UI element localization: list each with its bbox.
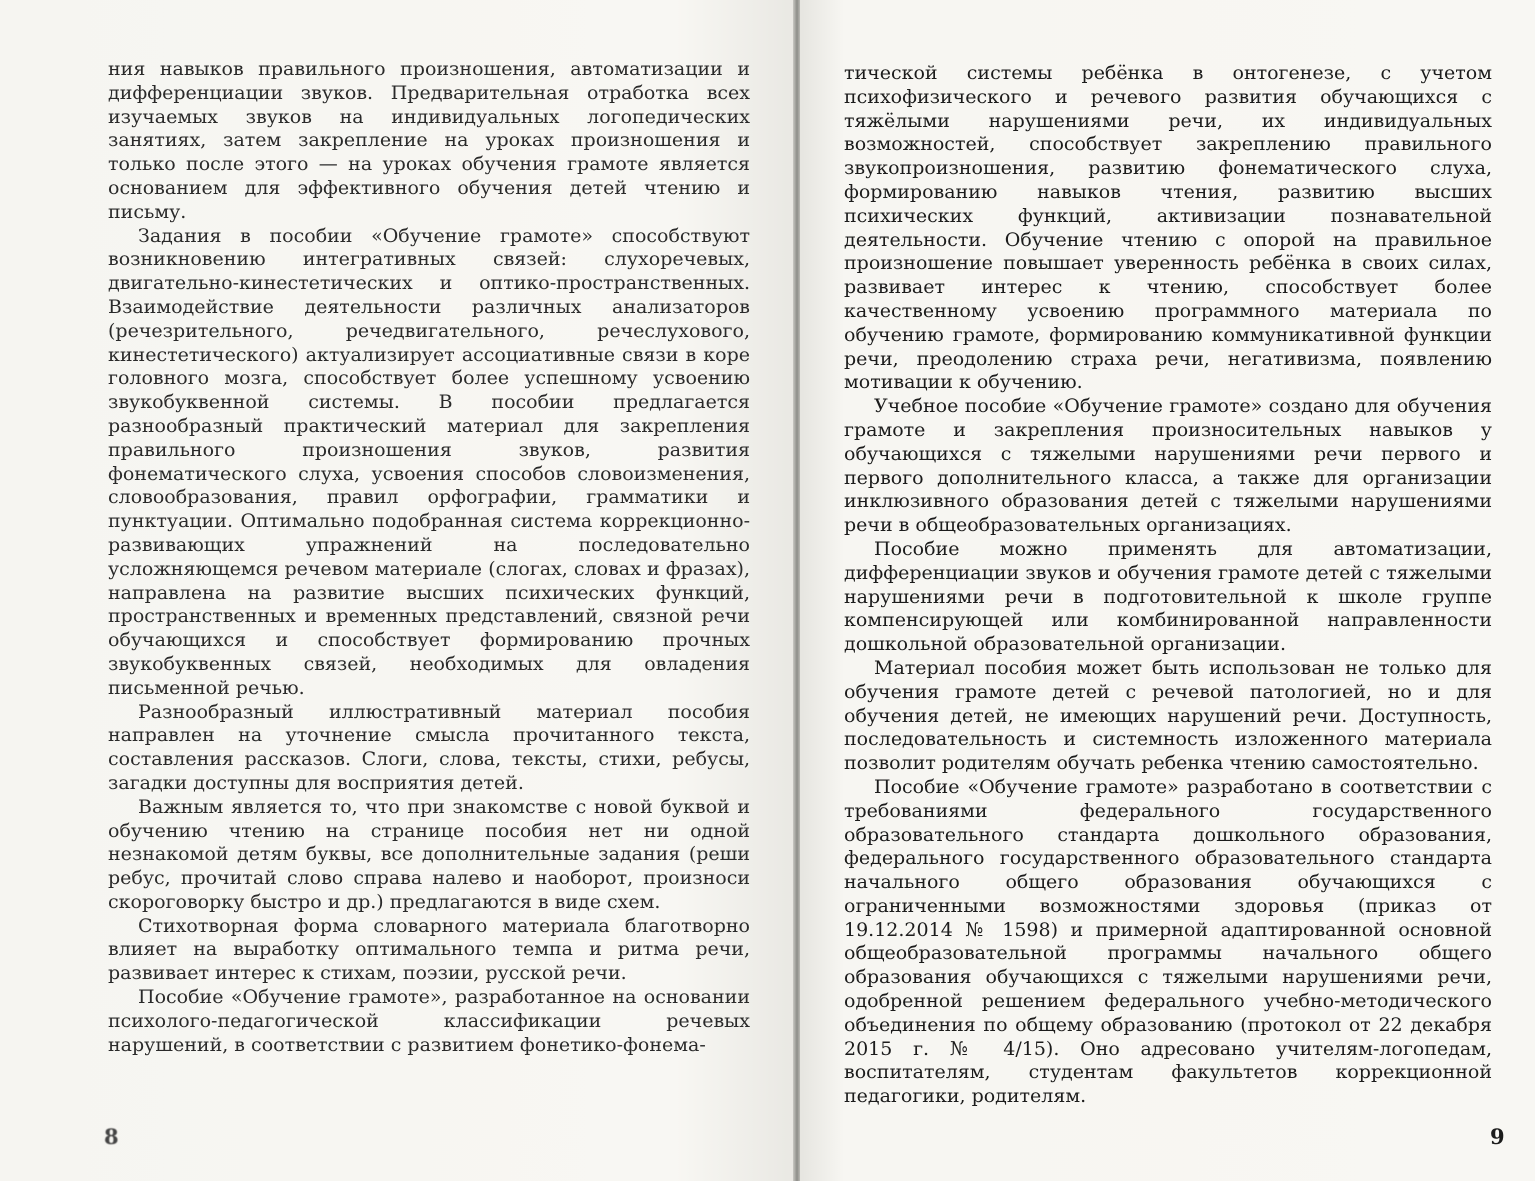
paragraph: Учебное пособие «Обучение грамоте» создано для обучения грамоте и закрепления произносительных навыков у обучающихся с тяжелыми нарушениями речи первого и первого дополнительного класса, а также для организации инклюзивного образования детей с тяжелыми нарушениями речи в общеобразовательных организациях. [844,395,1492,537]
paragraph: Стихотворная форма словарного материала благотворно влияет на выработку оптимального темпа и ритма речи, развивает интерес к стихам, поэзии, русской речи. [108,914,750,985]
right-page [800,0,1535,1181]
paragraph: Материал пособия может быть использован не только для обучения грамоте детей с речевой патологией, но и для обучения детей, не имеющих нарушений речи. Доступность, последовательность и системность изложенного материала позволит родителям обучать ребенка чтению самостоятельно. [844,656,1492,775]
paragraph: Разнообразный иллюстративный материал пособия направлен на уточнение смысла прочитанного текста, составления рассказов. Слоги, слова, тексты, стихи, ребусы, загадки доступны для восприятия детей. [108,700,750,794]
paragraph: тической системы ребёнка в онтогенезе, с учетом психофизического и речевого развития обучающихся с тяжёлыми нарушениями речи, их индивидуальных возможностей, способствует закреплению правильного звукопроизношения, развитию фонематического слуха, формированию навыков чтения, развитию высших психических функций, активизации познавательной деятельности. Обучение чтению с опорой на правильное произношение повышает уверенность ребёнка в своих силах, развивает интерес к чтению, способствует более качественному усвоению программного материала по обучению грамоте, формированию коммуникативной функции речи, преодолению страха речи, негативизма, появлению мотивации к обучению. [844,62,1492,394]
left-page-text [108,58,750,1057]
paragraph: Пособие можно применять для автоматизации, дифференциации звуков и обучения грамоте детей с тяжелыми нарушениями речи в подготовительной к школе группе компенсирующей или комбинированной направленности дошкольной образовательной организации. [844,537,1492,656]
paragraph: Важным является то, что при знакомстве с новой буквой и обучению чтению на странице пособия нет ни одной незнакомой детям буквы, все дополнительные задания (реши ребус, прочитай слово справа налево и наоборот, произноси скороговорку быстро и др.) предлагаются в виде схем. [108,795,750,913]
right-page-text [844,62,1492,1109]
paragraph: Пособие «Обучение грамоте», разработанное на основании психолого-педагогической классификации речевых нарушений, в соответствии с развитием фонетико-фонема- [108,986,750,1056]
page-number-right: 9 [1490,1124,1505,1149]
page-number-left: 8 [104,1124,119,1149]
paragraph: Задания в пособии «Обучение грамоте» способствуют возникновению интегративных связей: слухоречевых, двигательно-кинестетических и оптико-пространственных. Взаимодействие деятельности различных анализаторов (речезрительного, речедвигательного, речеслухового, кинестетического) актуализирует ассоциативные связи в коре головного мозга, способствует более успешному усвоению звукобуквенной системы. В пособии предлагается разнообразный практический материал для закрепления правильного произношения звуков, развития фонематического слуха, усвоения способов словоизменения, словообразования, правил орфографии, грамматики и пунктуации. Оптимально подобранная система коррекционно-развивающих упражнений на последовательно усложняющемся речевом материале (слогах, словах и фразах), направлена на развитие высших психических функций, пространственных и временных представлений, связной речи обучающихся и способствует формированию прочных звукобуквенных связей, необходимых для овладения письменной речью. [108,224,750,699]
paragraph: Пособие «Обучение грамоте» разработано в соответствии с требованиями федерального государственного образовательного стандарта дошкольного образования, федерального государственного образовательного стандарта начального общего образования обучающихся с ограниченными возможностями здоровья (приказ от 19.12.2014 № 1598) и примерной адаптированной основной общеобразовательной программы начального общего образования обучающихся с тяжелыми нарушениями речи, одобренной решением федерального учебно-методического объединения по общему образованию (протокол от 22 декабря 2015 г. № 4/15). Оно адресовано учителям-логопедам, воспитателям, студентам факультетов коррекционной педагогики, родителям. [844,775,1492,1108]
paragraph: ния навыков правильного произношения, автоматизации и дифференциации звуков. Предварительная отработка всех изучаемых звуков на индивидуальных логопедических занятиях, затем закрепление на уроках произношения и только после этого — на уроках обучения грамоте является основанием для эффективного обучения детей чтению и письму. [108,58,750,223]
